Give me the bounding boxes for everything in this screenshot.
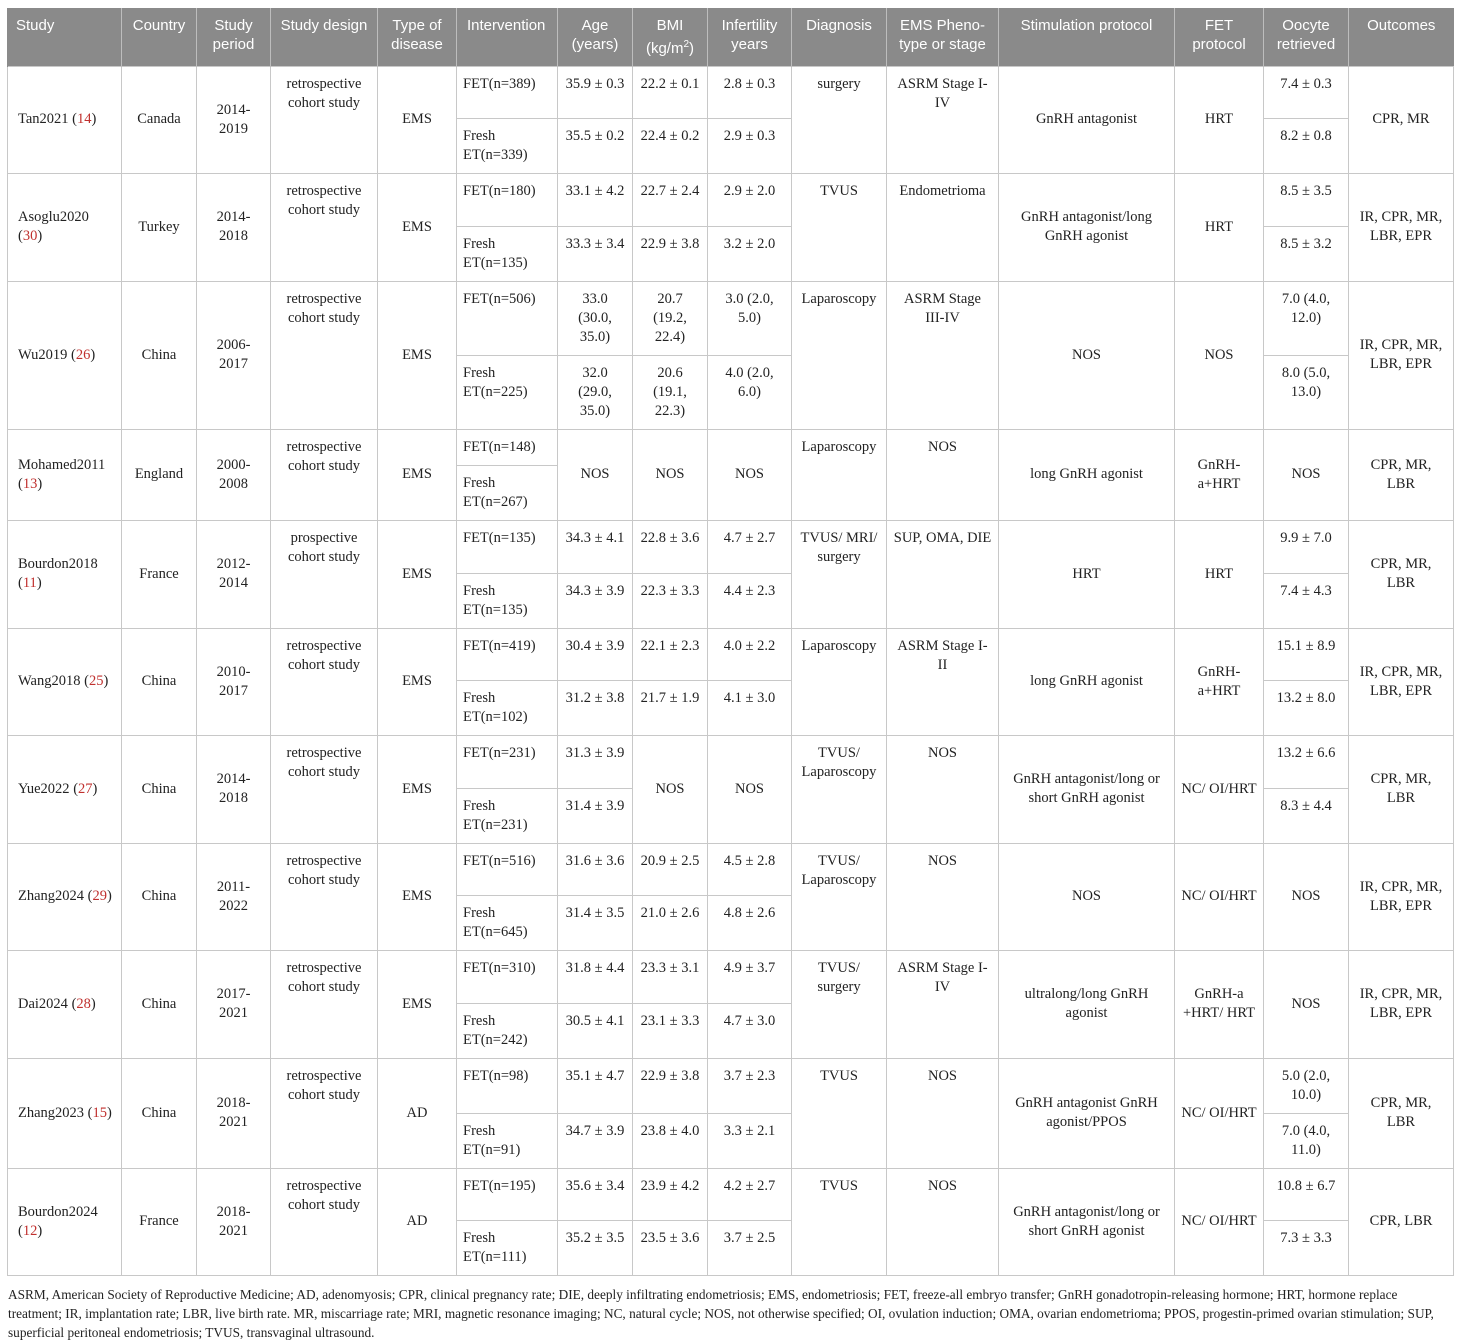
study-name: Wang2018 [18, 673, 81, 689]
diagnosis-cell: TVUS/ surgery [792, 950, 887, 1058]
fet-protocol-cell: NOS [1175, 281, 1264, 429]
study-cell: Wu2019 (26) [8, 281, 122, 429]
oocyte-cell: 8.2 ± 0.8 [1264, 118, 1349, 173]
bmi-cell: 20.9 ± 2.5 [633, 843, 708, 895]
study-name: Yue2022 [18, 780, 70, 797]
study-design-cell: retrospective cohort study [271, 950, 378, 1058]
outcomes-cell: CPR, LBR [1349, 1168, 1454, 1275]
intervention-cell: FET(n=231) [457, 735, 558, 788]
table-row [8, 1168, 1454, 1220]
infertility-cell: 4.9 ± 3.7 [708, 950, 792, 1003]
study-design-cell: retrospective cohort study [271, 281, 378, 429]
study-cell: Mohamed2011 (13) [8, 429, 122, 520]
outcomes-cell: IR, CPR, MR, LBR, EPR [1349, 843, 1454, 950]
bmi-cell: 22.7 ± 2.4 [633, 173, 708, 226]
study-name: Bourdon2018 [18, 556, 98, 572]
bmi-cell: 22.2 ± 0.1 [633, 66, 708, 118]
study-cell: Tan2021 (14) [8, 66, 122, 173]
phenotype-cell: ASRM Stage I-IV [887, 66, 999, 173]
oocyte-cell: 7.4 ± 0.3 [1264, 66, 1349, 118]
header-oocyte-retrieved: Oocyte retrieved [1264, 8, 1349, 66]
age-cell: 34.7 ± 3.9 [558, 1113, 633, 1168]
reference-link: 14 [77, 111, 92, 127]
study-design-cell: retrospective cohort study [271, 628, 378, 735]
age-cell: NOS [558, 429, 633, 520]
study-name: Zhang2023 [18, 1104, 85, 1121]
table-row [8, 66, 1454, 118]
study-cell: Wang2018 (25) [8, 628, 122, 735]
table-row [8, 429, 1454, 465]
study-name: Zhang2024 [18, 888, 85, 904]
outcomes-cell: CPR, MR, LBR [1349, 429, 1454, 520]
country-cell: China [122, 735, 197, 843]
stimulation-protocol-cell: ultralong/long GnRH agonist [999, 950, 1175, 1058]
intervention-cell: Fresh ET(n=225) [457, 355, 558, 429]
oocyte-cell: NOS [1264, 429, 1349, 520]
outcomes-cell: CPR, MR, LBR [1349, 735, 1454, 843]
bmi-cell: 22.4 ± 0.2 [633, 118, 708, 173]
stimulation-protocol-cell: GnRH antagonist/long GnRH agonist [999, 173, 1175, 281]
bmi-cell: 23.3 ± 3.1 [633, 950, 708, 1003]
oocyte-cell: 7.0 (4.0, 12.0) [1264, 281, 1349, 355]
disease-type-cell: EMS [378, 281, 457, 429]
oocyte-cell: NOS [1264, 950, 1349, 1058]
disease-type-cell: EMS [378, 843, 457, 950]
diagnosis-cell: Laparoscopy [792, 429, 887, 520]
fet-protocol-cell: GnRH-a+HRT [1175, 628, 1264, 735]
header-fet-protocol: FET protocol [1175, 8, 1264, 66]
fet-protocol-cell: HRT [1175, 66, 1264, 173]
oocyte-cell: 8.0 (5.0, 13.0) [1264, 355, 1349, 429]
infertility-cell: NOS [708, 735, 792, 843]
reference-link: 27 [78, 780, 93, 797]
diagnosis-cell: surgery [792, 66, 887, 173]
bmi-cell: 22.3 ± 3.3 [633, 573, 708, 628]
study-name: Mohamed2011 [18, 456, 106, 473]
header-intervention: Intervention [457, 8, 558, 66]
country-cell: Turkey [122, 173, 197, 281]
stimulation-protocol-cell: GnRH antagonist/long or short GnRH agonist [999, 735, 1175, 843]
infertility-cell: 2.9 ± 0.3 [708, 118, 792, 173]
age-cell: 35.5 ± 0.2 [558, 118, 633, 173]
oocyte-cell: NOS [1264, 843, 1349, 950]
infertility-cell: 3.7 ± 2.5 [708, 1220, 792, 1275]
infertility-cell: 4.7 ± 3.0 [708, 1003, 792, 1058]
study-period-cell: 2010-2017 [197, 628, 271, 735]
intervention-cell: FET(n=148) [457, 429, 558, 465]
stimulation-protocol-cell: NOS [999, 281, 1175, 429]
country-cell: China [122, 843, 197, 950]
fet-protocol-cell: HRT [1175, 520, 1264, 628]
table-row [8, 628, 1454, 680]
study-design-cell: retrospective cohort study [271, 1058, 378, 1168]
outcomes-cell: IR, CPR, MR, LBR, EPR [1349, 173, 1454, 281]
study-design-cell: retrospective cohort study [271, 429, 378, 520]
infertility-cell: 4.4 ± 2.3 [708, 573, 792, 628]
header-row [8, 8, 1454, 66]
oocyte-cell: 5.0 (2.0, 10.0) [1264, 1058, 1349, 1113]
intervention-cell: Fresh ET(n=102) [457, 680, 558, 735]
intervention-cell: Fresh ET(n=111) [457, 1220, 558, 1275]
oocyte-cell: 13.2 ± 8.0 [1264, 680, 1349, 735]
reference-link: 28 [76, 995, 91, 1012]
age-cell: 32.0 (29.0, 35.0) [558, 355, 633, 429]
reference-link: 15 [92, 1104, 108, 1121]
table-row [8, 735, 1454, 788]
age-cell: 31.4 ± 3.9 [558, 788, 633, 843]
header-bmi-unit-suffix: ) [689, 40, 695, 57]
phenotype-cell: NOS [887, 429, 999, 520]
intervention-cell: Fresh ET(n=267) [457, 465, 558, 520]
infertility-cell: 4.7 ± 2.7 [708, 520, 792, 573]
reference-link: 25 [88, 673, 104, 689]
infertility-cell: 4.0 (2.0, 6.0) [708, 355, 792, 429]
age-cell: 35.2 ± 3.5 [558, 1220, 633, 1275]
intervention-cell: FET(n=135) [457, 520, 558, 573]
study-name: Wu2019 [18, 346, 68, 363]
study-design-cell: retrospective cohort study [271, 173, 378, 281]
study-name: Dai2024 [18, 995, 68, 1012]
oocyte-cell: 10.8 ± 6.7 [1264, 1168, 1349, 1220]
intervention-cell: FET(n=310) [457, 950, 558, 1003]
reference-link: 26 [75, 346, 91, 363]
reference-link: 13 [22, 475, 38, 492]
disease-type-cell: EMS [378, 735, 457, 843]
table-row [8, 950, 1454, 1003]
disease-type-cell: AD [378, 1058, 457, 1168]
phenotype-cell: NOS [887, 1168, 999, 1275]
bmi-cell: NOS [633, 735, 708, 843]
study-cell: Bourdon2018 (11) [8, 520, 122, 628]
infertility-cell: 4.2 ± 2.7 [708, 1168, 792, 1220]
country-cell: China [122, 1058, 197, 1168]
phenotype-cell: NOS [887, 735, 999, 843]
intervention-cell: FET(n=516) [457, 843, 558, 895]
infertility-cell: 4.5 ± 2.8 [708, 843, 792, 895]
stimulation-protocol-cell: GnRH antagonist/long or short GnRH agonist [999, 1168, 1175, 1275]
country-cell: China [122, 281, 197, 429]
study-period-cell: 2000-2008 [197, 429, 271, 520]
phenotype-cell: ASRM Stage I-IV [887, 950, 999, 1058]
header-bmi-unit-sup: 2 [683, 39, 690, 50]
country-cell: France [122, 520, 197, 628]
header-type-of-disease: Type of disease [378, 8, 457, 66]
bmi-cell: 20.7 (19.2, 22.4) [633, 281, 708, 355]
study-name: Tan2021 [18, 111, 69, 127]
fet-protocol-cell: NC/ OI/HRT [1175, 1058, 1264, 1168]
disease-type-cell: EMS [378, 429, 457, 520]
bmi-cell: 22.8 ± 3.6 [633, 520, 708, 573]
intervention-cell: FET(n=506) [457, 281, 558, 355]
study-period-cell: 2006-2017 [197, 281, 271, 429]
intervention-cell: Fresh ET(n=645) [457, 895, 558, 950]
study-characteristics-table [7, 8, 1454, 1276]
study-name: Bourdon2024 [18, 1203, 98, 1220]
diagnosis-cell: TVUS/ MRI/ surgery [792, 520, 887, 628]
diagnosis-cell: TVUS [792, 1058, 887, 1168]
disease-type-cell: EMS [378, 628, 457, 735]
oocyte-cell: 15.1 ± 8.9 [1264, 628, 1349, 680]
header-bmi [633, 8, 708, 66]
intervention-cell: FET(n=419) [457, 628, 558, 680]
age-cell: 34.3 ± 3.9 [558, 573, 633, 628]
study-period-cell: 2014-2019 [197, 66, 271, 173]
table-footnote: ASRM, American Society of Reproductive Medicine; AD, adenomyosis; CPR, clinical pregnancy rate; DIE, deeply infiltrating endometriosis; EMS, endometriosis; FET, freeze-all embryo transfer; GnRH gonadotropin-releasing hormone; HRT, hormone replace treatment; IR, implantation rate; LBR, live birth rate. MR, miscarriage rate; MRI, magnetic resonance imaging; NC, natural cycle; NOS, not otherwise specified; OI, ovulation induction; OMA, ovarian endometrioma; PPOS, progestin-primed ovarian stimulation; SUP, superficial peritoneal endometriosis; TVUS, transvaginal ultrasound. [8, 1286, 1434, 1340]
oocyte-cell: 13.2 ± 6.6 [1264, 735, 1349, 788]
intervention-cell: Fresh ET(n=242) [457, 1003, 558, 1058]
header-study-design: Study design [271, 8, 378, 66]
fet-protocol-cell: GnRH-a +HRT/ HRT [1175, 950, 1264, 1058]
stimulation-protocol-cell: long GnRH agonist [999, 429, 1175, 520]
infertility-cell: 4.8 ± 2.6 [708, 895, 792, 950]
intervention-cell: Fresh ET(n=135) [457, 573, 558, 628]
age-cell: 35.6 ± 3.4 [558, 1168, 633, 1220]
phenotype-cell: NOS [887, 843, 999, 950]
reference-link: 11 [22, 575, 37, 591]
study-design-cell: retrospective cohort study [271, 1168, 378, 1275]
diagnosis-cell: TVUS/ Laparoscopy [792, 843, 887, 950]
oocyte-cell: 9.9 ± 7.0 [1264, 520, 1349, 573]
disease-type-cell: EMS [378, 66, 457, 173]
intervention-cell: Fresh ET(n=135) [457, 226, 558, 281]
intervention-cell: FET(n=180) [457, 173, 558, 226]
stimulation-protocol-cell: HRT [999, 520, 1175, 628]
intervention-cell: Fresh ET(n=231) [457, 788, 558, 843]
stimulation-protocol-cell: long GnRH agonist [999, 628, 1175, 735]
disease-type-cell: EMS [378, 173, 457, 281]
infertility-cell: 2.9 ± 2.0 [708, 173, 792, 226]
fet-protocol-cell: HRT [1175, 173, 1264, 281]
diagnosis-cell: TVUS/ Laparoscopy [792, 735, 887, 843]
reference-link: 30 [22, 228, 38, 244]
table-row [8, 843, 1454, 895]
country-cell: France [122, 1168, 197, 1275]
age-cell: 31.2 ± 3.8 [558, 680, 633, 735]
header-infertility-years: Infertility years [708, 8, 792, 66]
header-outcomes: Outcomes [1349, 8, 1454, 66]
table-row [8, 281, 1454, 355]
phenotype-cell: ASRM Stage I-II [887, 628, 999, 735]
study-cell: Zhang2024 (29) [8, 843, 122, 950]
age-cell: 31.3 ± 3.9 [558, 735, 633, 788]
outcomes-cell: IR, CPR, MR, LBR, EPR [1349, 628, 1454, 735]
bmi-cell: 23.5 ± 3.6 [633, 1220, 708, 1275]
phenotype-cell: SUP, OMA, DIE [887, 520, 999, 628]
country-cell: China [122, 950, 197, 1058]
study-design-cell: retrospective cohort study [271, 843, 378, 950]
reference-link: 29 [92, 888, 108, 904]
bmi-cell: 23.8 ± 4.0 [633, 1113, 708, 1168]
header-bmi-unit-prefix: (kg/m [645, 40, 684, 57]
oocyte-cell: 7.0 (4.0, 11.0) [1264, 1113, 1349, 1168]
oocyte-cell: 8.3 ± 4.4 [1264, 788, 1349, 843]
age-cell: 30.5 ± 4.1 [558, 1003, 633, 1058]
outcomes-cell: CPR, MR [1349, 66, 1454, 173]
intervention-cell: FET(n=389) [457, 66, 558, 118]
header-bmi-label: BMI [656, 17, 684, 34]
study-period-cell: 2018-2021 [197, 1058, 271, 1168]
phenotype-cell: NOS [887, 1058, 999, 1168]
diagnosis-cell: Laparoscopy [792, 281, 887, 429]
disease-type-cell: EMS [378, 520, 457, 628]
infertility-cell: 3.2 ± 2.0 [708, 226, 792, 281]
table-row [8, 173, 1454, 226]
bmi-cell: 23.9 ± 4.2 [633, 1168, 708, 1220]
phenotype-cell: Endometrioma [887, 173, 999, 281]
diagnosis-cell: TVUS [792, 173, 887, 281]
outcomes-cell: IR, CPR, MR, LBR, EPR [1349, 281, 1454, 429]
infertility-cell: 2.8 ± 0.3 [708, 66, 792, 118]
table-body [8, 66, 1454, 1275]
infertility-cell: NOS [708, 429, 792, 520]
infertility-cell: 4.1 ± 3.0 [708, 680, 792, 735]
infertility-cell: 4.0 ± 2.2 [708, 628, 792, 680]
outcomes-cell: IR, CPR, MR, LBR, EPR [1349, 950, 1454, 1058]
stimulation-protocol-cell: GnRH antagonist [999, 66, 1175, 173]
study-design-cell: prospective cohort study [271, 520, 378, 628]
study-period-cell: 2012-2014 [197, 520, 271, 628]
oocyte-cell: 8.5 ± 3.5 [1264, 173, 1349, 226]
age-cell: 31.8 ± 4.4 [558, 950, 633, 1003]
study-cell: Yue2022 (27) [8, 735, 122, 843]
age-cell: 31.6 ± 3.6 [558, 843, 633, 895]
infertility-cell: 3.3 ± 2.1 [708, 1113, 792, 1168]
fet-protocol-cell: NC/ OI/HRT [1175, 735, 1264, 843]
country-cell: England [122, 429, 197, 520]
header-study: Study [8, 8, 122, 66]
bmi-cell: 22.9 ± 3.8 [633, 1058, 708, 1113]
study-cell: Bourdon2024 (12) [8, 1168, 122, 1275]
intervention-cell: FET(n=98) [457, 1058, 558, 1113]
bmi-cell: 21.0 ± 2.6 [633, 895, 708, 950]
diagnosis-cell: TVUS [792, 1168, 887, 1275]
intervention-cell: Fresh ET(n=339) [457, 118, 558, 173]
disease-type-cell: EMS [378, 950, 457, 1058]
study-period-cell: 2014-2018 [197, 735, 271, 843]
study-period-cell: 2011-2022 [197, 843, 271, 950]
table-row [8, 1058, 1454, 1113]
study-cell: Zhang2023 (15) [8, 1058, 122, 1168]
study-design-cell: retrospective cohort study [271, 66, 378, 173]
study-cell: Asoglu2020 (30) [8, 173, 122, 281]
intervention-cell: Fresh ET(n=91) [457, 1113, 558, 1168]
fet-protocol-cell: NC/ OI/HRT [1175, 843, 1264, 950]
intervention-cell: FET(n=195) [457, 1168, 558, 1220]
study-period-cell: 2014-2018 [197, 173, 271, 281]
age-cell: 31.4 ± 3.5 [558, 895, 633, 950]
study-design-cell: retrospective cohort study [271, 735, 378, 843]
study-period-cell: 2017-2021 [197, 950, 271, 1058]
bmi-cell: 22.9 ± 3.8 [633, 226, 708, 281]
age-cell: 33.1 ± 4.2 [558, 173, 633, 226]
age-cell: 33.3 ± 3.4 [558, 226, 633, 281]
fet-protocol-cell: GnRH-a+HRT [1175, 429, 1264, 520]
infertility-cell: 3.0 (2.0, 5.0) [708, 281, 792, 355]
header-study-period: Study period [197, 8, 271, 66]
reference-link: 12 [22, 1222, 38, 1239]
country-cell: China [122, 628, 197, 735]
age-cell: 34.3 ± 4.1 [558, 520, 633, 573]
bmi-cell: 20.6 (19.1, 22.3) [633, 355, 708, 429]
diagnosis-cell: Laparoscopy [792, 628, 887, 735]
stimulation-protocol-cell: NOS [999, 843, 1175, 950]
stimulation-protocol-cell: GnRH antagonist GnRH agonist/PPOS [999, 1058, 1175, 1168]
phenotype-cell: ASRM Stage III-IV [887, 281, 999, 429]
outcomes-cell: CPR, MR, LBR [1349, 1058, 1454, 1168]
age-cell: 30.4 ± 3.9 [558, 628, 633, 680]
study-cell: Dai2024 (28) [8, 950, 122, 1058]
bmi-cell: 22.1 ± 2.3 [633, 628, 708, 680]
study-name: Asoglu2020 [18, 209, 89, 225]
infertility-cell: 3.7 ± 2.3 [708, 1058, 792, 1113]
oocyte-cell: 7.4 ± 4.3 [1264, 573, 1349, 628]
bmi-cell: 21.7 ± 1.9 [633, 680, 708, 735]
oocyte-cell: 7.3 ± 3.3 [1264, 1220, 1349, 1275]
age-cell: 35.1 ± 4.7 [558, 1058, 633, 1113]
country-cell: Canada [122, 66, 197, 173]
header-ems-phenotype: EMS Pheno-type or stage [887, 8, 999, 66]
header-age: Age (years) [558, 8, 633, 66]
header-diagnosis: Diagnosis [792, 8, 887, 66]
table-row [8, 520, 1454, 573]
header-country: Country [122, 8, 197, 66]
age-cell: 35.9 ± 0.3 [558, 66, 633, 118]
disease-type-cell: AD [378, 1168, 457, 1275]
outcomes-cell: CPR, MR, LBR [1349, 520, 1454, 628]
study-period-cell: 2018-2021 [197, 1168, 271, 1275]
bmi-cell: NOS [633, 429, 708, 520]
bmi-cell: 23.1 ± 3.3 [633, 1003, 708, 1058]
oocyte-cell: 8.5 ± 3.2 [1264, 226, 1349, 281]
header-stimulation-protocol: Stimulation protocol [999, 8, 1175, 66]
fet-protocol-cell: NC/ OI/HRT [1175, 1168, 1264, 1275]
age-cell: 33.0 (30.0, 35.0) [558, 281, 633, 355]
